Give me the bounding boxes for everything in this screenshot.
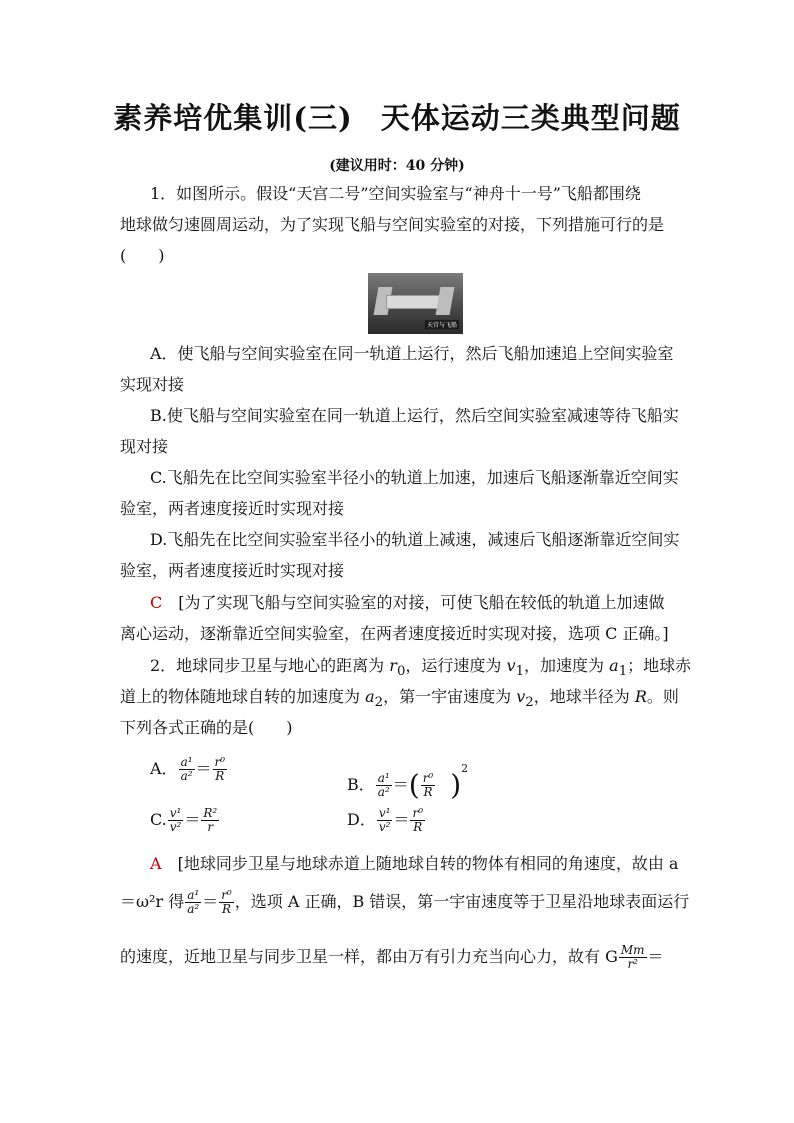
q1-option-c-line1: C.飞船先在比空间实验室半径小的轨道上加速，加速后飞船逐渐靠近空间实 — [150, 468, 679, 487]
q2-text: ，加速度为 — [524, 656, 610, 675]
q2-var: r — [389, 656, 397, 675]
q2-sub: 1 — [515, 664, 525, 680]
fraction — [201, 807, 219, 834]
q2-answer-line3 — [120, 940, 680, 974]
denominator: v² — [378, 820, 391, 834]
q2-line1 — [150, 655, 692, 683]
q2-var: a — [609, 656, 619, 675]
q2-answer-line1 — [150, 853, 680, 875]
q2-var: v — [506, 656, 516, 675]
page-title — [0, 96, 794, 137]
fraction — [168, 807, 184, 834]
denominator: v² — [169, 820, 182, 834]
numerator: r⁰ — [214, 755, 226, 769]
q2-sub: 2 — [525, 695, 534, 711]
q2-answer-line2 — [120, 885, 690, 919]
equals: ＝ — [195, 759, 212, 778]
q1-answer-line2: 离心运动，逐渐靠近空间实验室，在两者速度接近时实现对接，选项 C 正确。] — [120, 624, 669, 643]
option-label: B． — [347, 775, 375, 794]
q2-sub: 2 — [374, 695, 384, 711]
title-right: 天体运动三类典型问题 — [380, 101, 681, 135]
denominator: R — [221, 902, 231, 916]
q2-option-b — [347, 752, 547, 803]
suggested-time: (建议用时：40 分钟) — [329, 158, 465, 174]
q2-line2 — [120, 686, 680, 714]
q1-option-d-line1: D.飞船先在比空间实验室半径小的轨道上减速，减速后飞船逐渐靠近空间实 — [150, 530, 680, 549]
numerator: r⁰ — [422, 771, 434, 785]
q1-line3: ( ) — [120, 246, 165, 265]
q2-option-a — [150, 752, 350, 786]
q1-answer-letter: C — [150, 593, 163, 612]
space-station-image — [368, 273, 463, 334]
q2-line3: 下列各式正确的是( ) — [120, 718, 293, 737]
q1-option-c-line2: 验室，两者速度接近时实现对接 — [120, 499, 345, 518]
q1-line1: 1．如图所示。假设“天宫二号”空间实验室与“神舟十一号”飞船都围绕 — [150, 184, 641, 203]
fraction — [377, 807, 393, 834]
title-left: 素养培优集训(三) — [113, 101, 353, 135]
numerator: a¹ — [377, 771, 390, 785]
denominator: R — [413, 820, 423, 834]
q1-option-b-line1: B.使飞船与空间实验室在同一轨道上运行，然后空间实验室减速等待飞船实 — [150, 406, 679, 425]
q2-answer-letter: A — [150, 854, 162, 873]
numerator: v¹ — [378, 806, 391, 820]
q2-answer-text1: [地球同步卫星与地球赤道上随地球自转的物体有相同的角速度，故由 a — [177, 854, 679, 873]
q2-option-d — [347, 803, 547, 837]
numerator: r⁰ — [412, 806, 423, 820]
left-paren: ( — [408, 768, 420, 802]
equals: ＝ — [647, 947, 664, 966]
answer-text: ，选项 A 正确，B 错误，第一宇宙速度等于卫星沿地球表面运行 — [234, 892, 690, 911]
denominator: a² — [180, 769, 193, 783]
q1-answer-text1: [为了实现飞船与空间实验室的对接，可使飞船在较低的轨道上加速做 — [178, 593, 665, 612]
q1-answer-line1 — [150, 592, 680, 614]
solar-panel-right — [436, 287, 455, 315]
q2-text: 。则 — [646, 687, 679, 706]
fraction — [179, 756, 195, 783]
denominator: r — [207, 820, 214, 834]
option-label: A． — [150, 759, 178, 778]
answer-text: ＝ω²r 得 — [120, 892, 185, 911]
answer-text: 的速度，近地卫星与同步卫星一样，都由万有引力充当向心力，故有 G — [120, 947, 618, 966]
equals: ＝ — [184, 810, 201, 829]
numerator: a¹ — [180, 755, 193, 769]
equals: ＝ — [202, 892, 219, 911]
denominator: R — [423, 785, 433, 799]
q2-var: v — [516, 687, 526, 706]
fraction — [619, 944, 647, 971]
fraction — [410, 807, 425, 834]
fraction — [185, 889, 201, 916]
exponent: 2 — [461, 762, 469, 775]
q1-option-d-line2: 验室，两者速度接近时实现对接 — [120, 561, 345, 580]
numerator: R² — [203, 806, 218, 820]
denominator: a² — [187, 902, 200, 916]
denominator: r² — [627, 957, 638, 971]
denominator: a² — [377, 785, 390, 799]
q2-text: ，第一宇宙速度为 — [383, 687, 517, 706]
fraction — [376, 772, 392, 799]
q2-text: ；地球赤 — [627, 656, 692, 675]
q2-text: 2．地球同步卫星与地心的距离为 — [150, 656, 390, 675]
equals: ＝ — [392, 775, 409, 794]
numerator: Mm — [620, 943, 645, 957]
numerator: r⁰ — [221, 888, 232, 902]
option-label: D． — [347, 810, 376, 829]
option-label: C. — [150, 810, 167, 829]
q1-option-a-line1: A．使飞船与空间实验室在同一轨道上运行，然后飞船加速追上空间实验室 — [150, 344, 674, 363]
fraction — [421, 772, 436, 799]
fraction — [219, 889, 234, 916]
q2-sub: 0 — [396, 664, 406, 680]
denominator: R — [215, 769, 225, 783]
q2-var: R — [634, 687, 647, 706]
numerator: a¹ — [187, 888, 200, 902]
q2-text: 道上的物体随地球自转的加速度为 — [120, 687, 366, 706]
q1-option-b-line2: 现对接 — [120, 437, 169, 456]
right-paren: ) — [450, 768, 462, 802]
q2-var: a — [365, 687, 375, 706]
q2-text: ，地球半径为 — [533, 687, 635, 706]
q1-line2: 地球做匀速圆周运动，为了实现飞船与空间实验室的对接，下列措施可行的是 — [120, 215, 665, 234]
q2-text: ，运行速度为 — [405, 656, 507, 675]
equals: ＝ — [393, 810, 410, 829]
fraction — [213, 756, 228, 783]
image-caption: 天宫与飞船 — [426, 322, 457, 329]
q2-option-c — [150, 803, 350, 837]
numerator: v¹ — [169, 806, 182, 820]
q1-option-a-line2: 实现对接 — [120, 375, 185, 394]
q2-sub: 1 — [618, 664, 628, 680]
